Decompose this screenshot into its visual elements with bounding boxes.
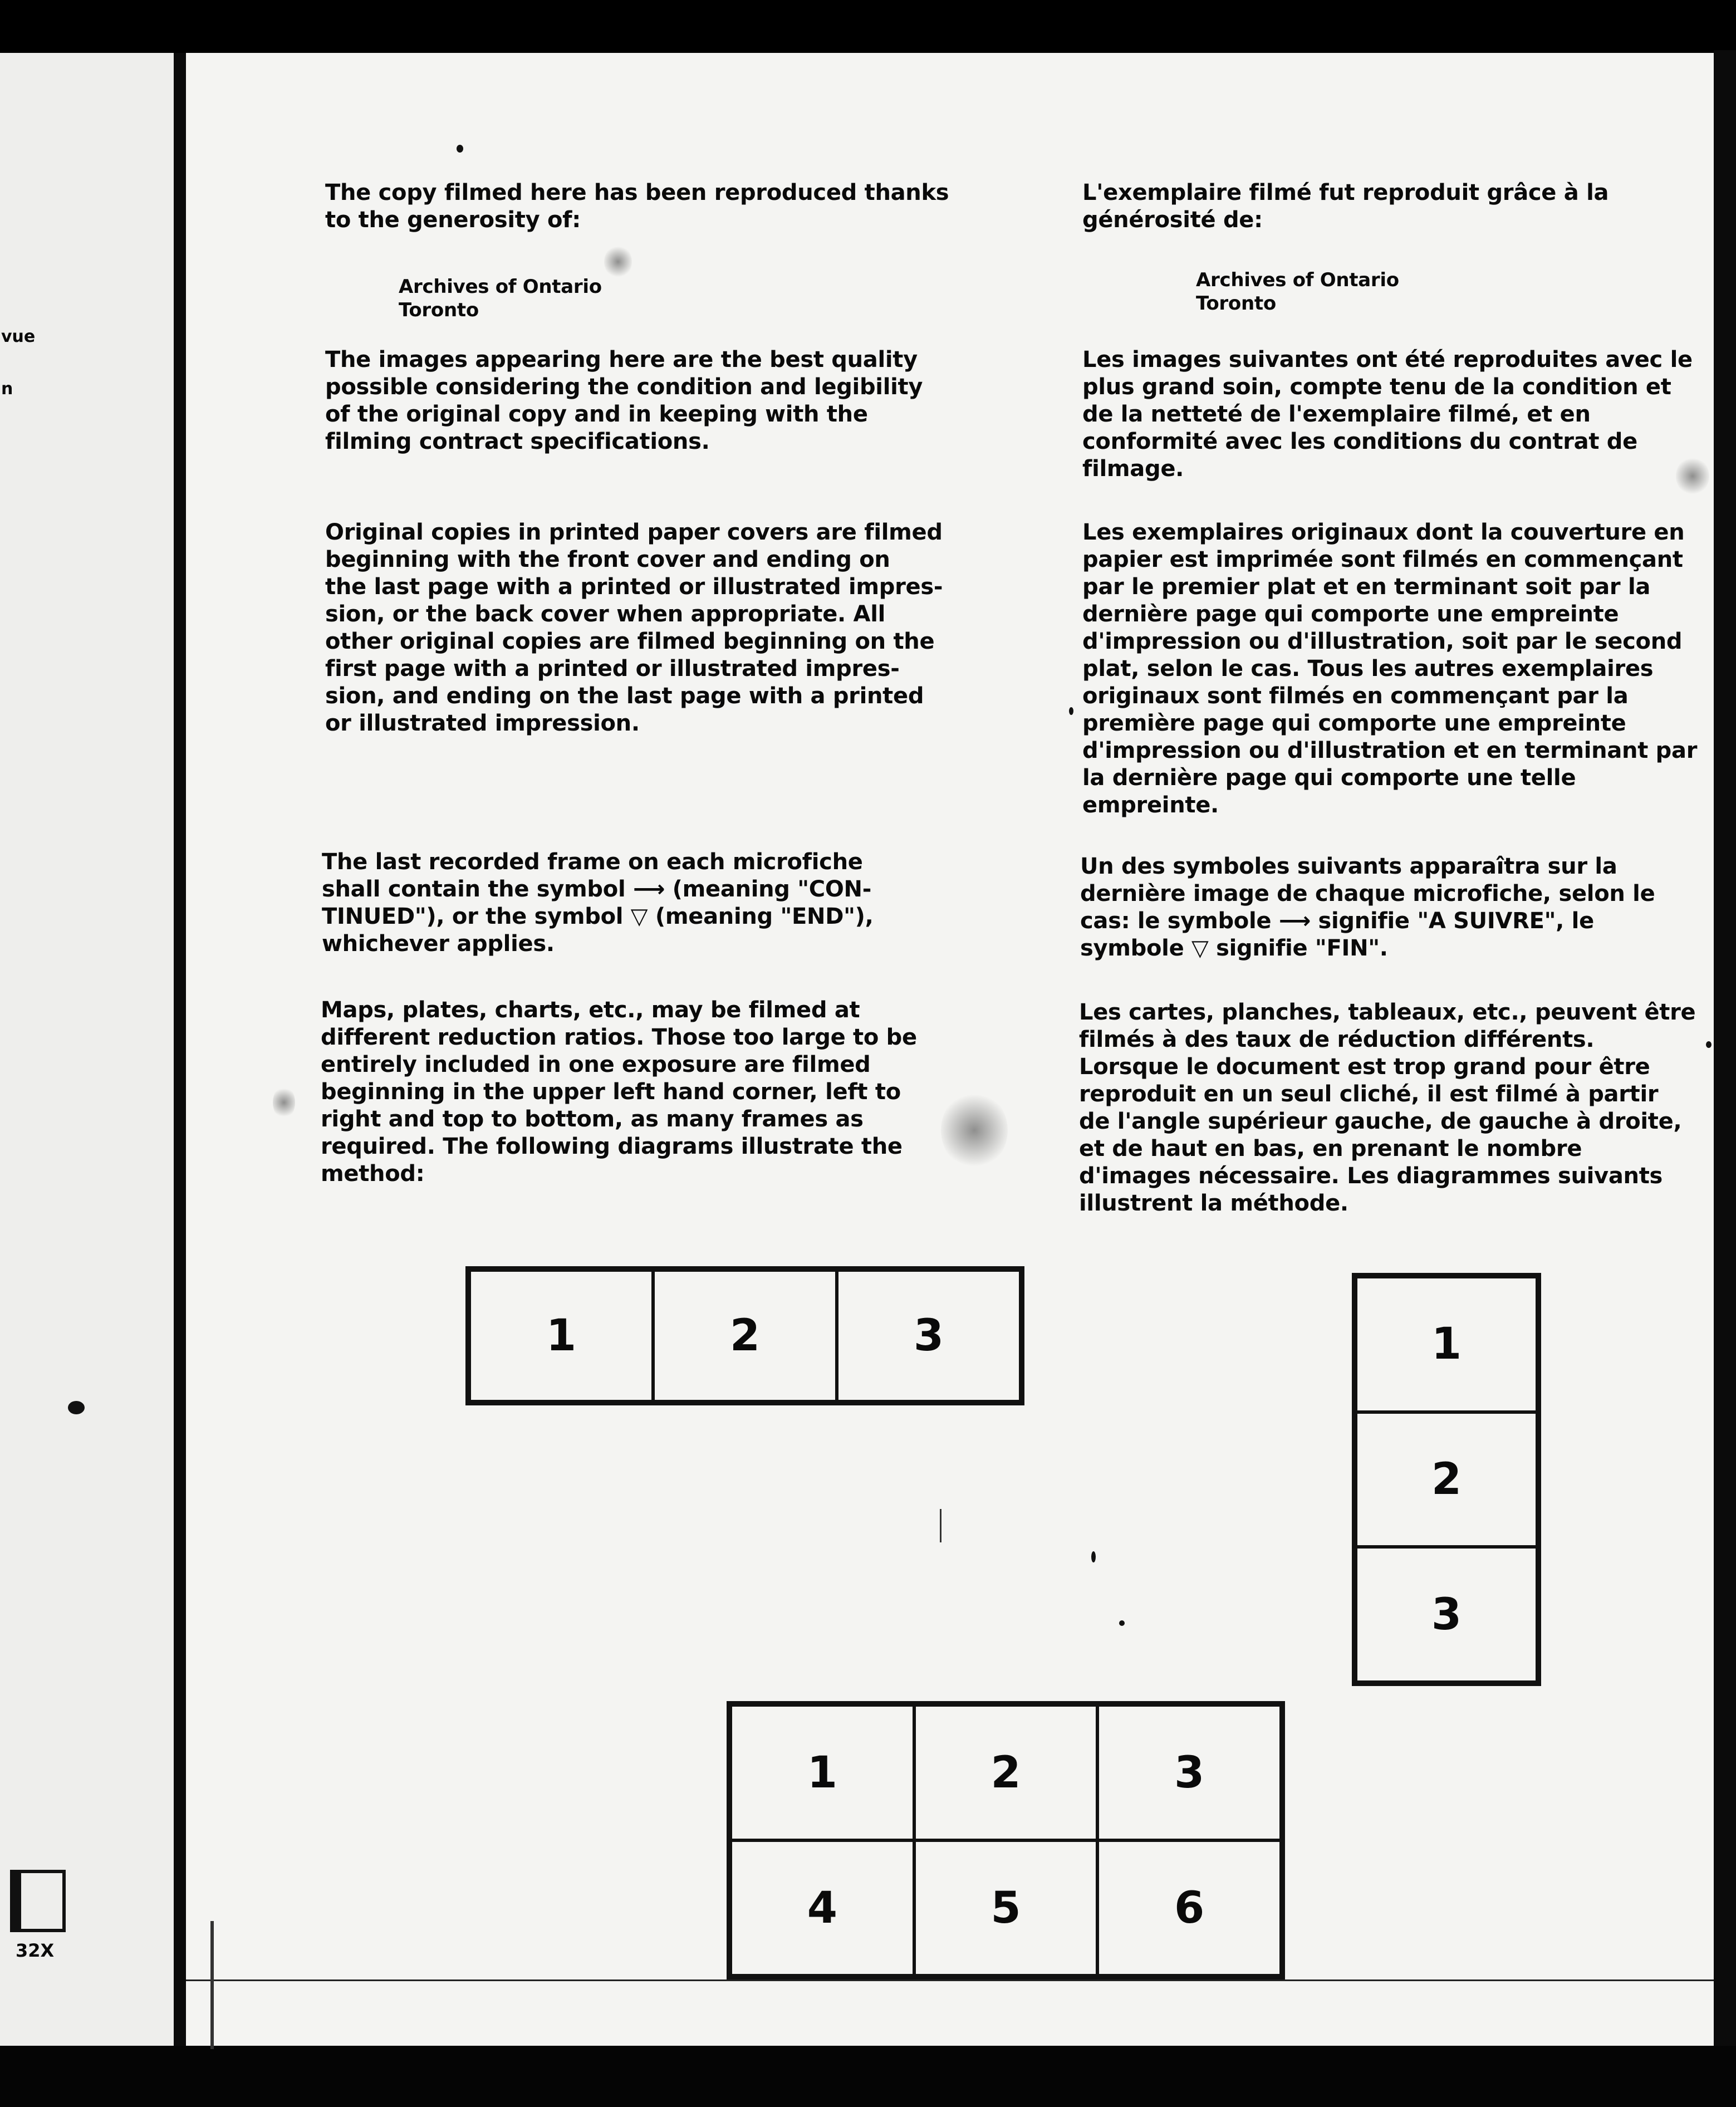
- frame-cell: 3: [1356, 1547, 1537, 1682]
- grid-frame-diagram: [727, 1701, 1285, 1979]
- frame-divider: [174, 53, 186, 2069]
- horizontal-frame-diagram: [465, 1266, 1024, 1405]
- film-speck: [68, 1401, 85, 1414]
- film-smudge: [273, 1086, 295, 1119]
- film-smudge: [1676, 457, 1709, 496]
- english-maps-text: Maps, plates, charts, etc., may be filmed at different reduction ratios. Those too large to be entirely included in one exposure are filmed beginning in the upper left hand corner, left to right and top to bottom, as many frames as required. The following diagrams illustrate the method:: [321, 997, 917, 1187]
- french-covers-text: Les exemplaires originaux dont la couverture en papier est imprimée sont filmés en commençant par le premier plat et en terminant soit par la dernière page qui comporte une empreinte d'impression ou d'illustration, soit par le second plat, selon le cas. Tous les autres exemplaires originaux sont filmés en commençant par la première page qui comporte une empreinte d'impression ou d'illustration et en terminant par la dernière page qui comporte une telle empreinte.: [1082, 520, 1698, 818]
- reduction-ratio-label: 32X: [16, 1940, 55, 1961]
- reduction-scale-box: [10, 1870, 66, 1932]
- frame-cell: 3: [837, 1270, 1021, 1402]
- french-symbols-text: Un des symboles suivants apparaîtra sur la dernière image de chaque microfiche, selon le cas: le symbole ⟶ signifie "A SUIVRE", le symbole ▽ signifie "FIN".: [1080, 854, 1655, 961]
- english-quality-text: The images appearing here are the best quality possible considering the condition and legibility of the original copy and in keeping with the filming contract specifications.: [325, 347, 923, 454]
- french-thanks-text: L'exemplaire filmé fut reproduit grâce à la générosité de:: [1082, 180, 1609, 233]
- film-speck: [1119, 1620, 1125, 1626]
- french-quality-text: Les images suivantes ont été reproduites avec le plus grand soin, compte tenu de la condition et de la netteté de l'exemplaire filmé, et en conformité avec les conditions du contrat de filmage.: [1082, 347, 1693, 482]
- french-institution: Archives of Ontario Toronto: [1196, 269, 1399, 315]
- frame-cell: 1: [1356, 1277, 1537, 1412]
- film-speck: [457, 145, 463, 153]
- frame-cell: 4: [730, 1840, 914, 1976]
- left-fragment-2: n: [1, 379, 13, 399]
- film-speck: [1091, 1551, 1096, 1562]
- frame-cell: 5: [914, 1840, 1098, 1976]
- frame-cell: 2: [914, 1705, 1098, 1840]
- english-symbols-text: The last recorded frame on each microfiche shall contain the symbol ⟶ (meaning "CON- TINUED"), or the symbol ▽ (meaning "END"), whichever applies.: [322, 849, 874, 957]
- frame-cell: 1: [469, 1270, 653, 1402]
- english-thanks-text: The copy filmed here has been reproduced thanks to the generosity of:: [325, 180, 949, 233]
- frame-cell: 2: [1356, 1412, 1537, 1547]
- french-maps-text: Les cartes, planches, tableaux, etc., peuvent être filmés à des taux de réduction différents. Lorsque le document est trop grand pour être reproduit en un seul cliché, il est filmé à partir de l'angle supérieur gauche, de gauche à droite, et de haut en bas, en prenant le nombre d'images nécessaire. Les diagrammes suivants illustrent la méthode.: [1079, 999, 1696, 1216]
- vertical-frame-diagram: [1352, 1273, 1541, 1686]
- film-top-band: [0, 0, 1736, 56]
- film-speck: [1706, 1041, 1712, 1048]
- frame-cell: 2: [653, 1270, 837, 1402]
- film-right-edge: [1714, 50, 1736, 2066]
- previous-frame-strip: [0, 53, 174, 2052]
- frame-cell: 3: [1097, 1705, 1281, 1840]
- film-smudge: [604, 245, 632, 278]
- film-scratch: [210, 1921, 214, 2049]
- left-fragment-1: vue: [1, 327, 36, 346]
- film-smudge: [941, 1091, 1008, 1169]
- frame-cell: 1: [730, 1705, 914, 1840]
- film-scratch: [940, 1509, 941, 1542]
- film-bottom-band: [0, 2046, 1736, 2107]
- page-bottom-rule: [186, 1979, 1714, 1981]
- film-speck: [1069, 707, 1073, 715]
- frame-cell: 6: [1097, 1840, 1281, 1976]
- english-institution: Archives of Ontario Toronto: [399, 276, 602, 321]
- english-covers-text: Original copies in printed paper covers are filmed beginning with the front cover and ending on the last page with a printed or illustrated impres- sion, or the back cover when appropriate. All other original copies are filmed beginning on the first page with a printed or illustrated impres- sion, and ending on the last page with a printed or illustrated impression.: [325, 520, 943, 736]
